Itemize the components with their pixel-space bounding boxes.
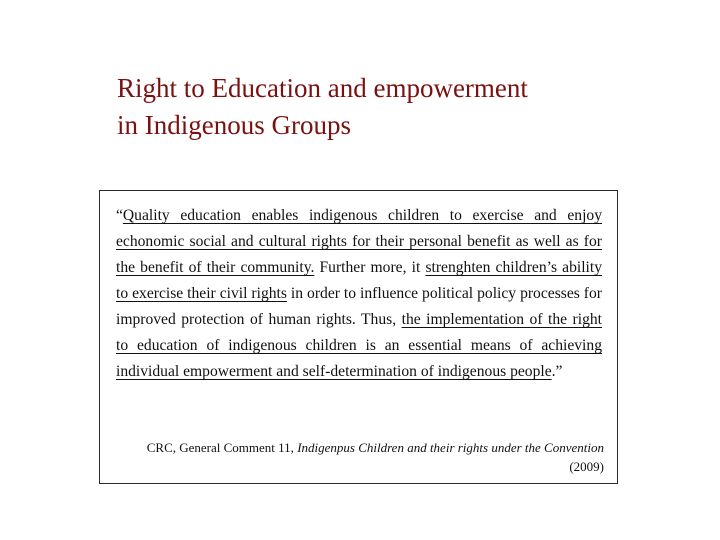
citation-prefix: CRC, General Comment 11, bbox=[146, 440, 298, 455]
citation-title: Indigenpus Children and their rights under the Convention bbox=[297, 440, 604, 455]
title-line-1: Right to Education and empowerment bbox=[117, 73, 528, 103]
quote-segment-2: Further more, it bbox=[314, 259, 426, 276]
quote-paragraph bbox=[116, 203, 602, 385]
citation bbox=[140, 438, 604, 476]
quote-underlined-segment-3: strenghten children’s ability to exercise their civil rights bbox=[116, 259, 603, 302]
citation-year: (2009) bbox=[569, 459, 604, 474]
slide-title bbox=[117, 70, 677, 144]
quote-segment-4: in order to influence political policy processes for improved protection of human rights. Thus, bbox=[116, 285, 602, 328]
title-line-2: in Indigenous Groups bbox=[117, 110, 351, 140]
quote-close-mark: .” bbox=[551, 363, 563, 380]
quote-underlined-segment-1: Quality education enables indigenous children to exercise and enjoy echonomic social and cultural rights for their personal benefit as well as for the benefit of their community. bbox=[116, 207, 602, 276]
quote-underlined-segment-5: the implementation of the right to education of indigenous children is an essential means of achieving individual empowerment and self-determination of indigenous people bbox=[116, 311, 602, 380]
quote-open-mark: “ bbox=[116, 207, 123, 224]
